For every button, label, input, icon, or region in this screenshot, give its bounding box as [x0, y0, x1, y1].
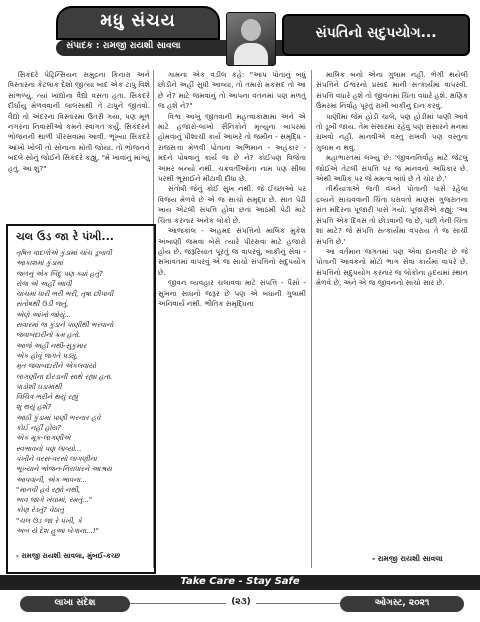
column-one — [8, 70, 150, 174]
author-photo-body — [234, 43, 268, 65]
footer-publication — [20, 596, 130, 612]
article-title: સંપતિનો સદુપયોગ... — [315, 25, 437, 41]
paragraph: પાણીમાં જેમ હોડી ચાલે, પણ હોડીમાં પાણી આવે તો ડૂબી જાય. તેમ સંસારમાં રહેવું પણ સંસારને મનમાં રાખવો નહીં. માનવીએ વસ્તુ રાખવી પણ વસ્તુના ગુલામ ન થવું. — [316, 111, 468, 152]
column-title: મધુ સંચય — [100, 11, 176, 31]
paragraph: આજકાલ - અહમદ સંપત્તિનો માલિક મુકેશ અંબાણી જમવા બેસે ત્યારે પીરસવા માટે હજારો હોય છે. જરૂરિયાત પૂરતું જ વાપરવું, બાકીનું સેવા - સખાવતમાં વાપરવું એ જ સાચો સંપત્તિનો સદુપયોગ છે. — [158, 226, 306, 277]
poem-line: શું થયું હશે? — [16, 403, 52, 412]
footer-rule — [130, 603, 226, 604]
poem-line: જળનું એક બિંદુ પણ ક્યાં હતું? — [16, 269, 103, 278]
paragraph: ગામના એક વડીલ કહે: "આપ પોતાનું બધું છોડીને અહીં સુધી આવ્યા, તો તમારો મકસદ તો આ છે ને? માટે જમવાનું તો આપના વતનમાં પણ મળતું જ હશે ને?" — [158, 70, 306, 111]
poem-line: કોઈ નહીં હોય? — [16, 424, 61, 433]
issue-date: ઓગસ્ટ, ૨૦૨૧ — [374, 598, 430, 608]
poem-line: આપવાની, એક ભાવના... — [16, 475, 88, 484]
column-two — [158, 70, 306, 309]
author-credit: - રામજી રાયશી સાવલા — [372, 554, 443, 563]
poem-line: એક મૂક-લાગણીએ — [16, 434, 71, 443]
take-care-banner — [0, 575, 480, 590]
paragraph: આ વર્તમાન જગતમાં પણ એવા દાનવીર છે જે પોતાની આવકનો મોટો ભાગ સેવા કાર્યમાં વાપરે છે. સંપત્તિનો સદુપયોગ કરનાર જ લોકોના હૃદયમાં સ્થાન મેળવે છે, અને એ જ જીવનનો સાચો સાર છે. — [316, 246, 468, 288]
page-number: (૨૩) — [231, 597, 251, 607]
author-photo — [226, 12, 276, 66]
paragraph: વિશ્વ આખું જીતવાની મહત્વાકાંક્ષામાં અને એ માટે હજારો-લાખો સૈનિકોને મૃત્યુના બાપરમાં હોમવાનું પીશાચી કાર્ય આખરે તો જમીન - સમૃદ્ધિ - રાજસત્તા મેળવી પોતાના અભિમાન - અહંકાર - મદને પોષવાનું કાર્ય જ છે ને? કોઈપણ વિજેતા અમર બન્યો નથી. ચક્રવર્તીઓના નામ પણ સીલા પરથી ભૂંસાઈને મીટાવી દીધા છે. — [158, 111, 306, 184]
poem-line: તૃષિત વાદળોએ કુંડામાં ચાંચ ડૂબાવી — [16, 249, 112, 257]
poem-line: ભાવ જાગે ખંઘામાં, રમતું..." — [16, 496, 93, 505]
poem-line: એક હોવું જગતે પડ્યું, — [16, 351, 78, 360]
poem-line: આકાશમાં કુંડામાં — [16, 259, 63, 268]
footer-rule — [256, 603, 340, 604]
poem-line: સંતોષથી ઉડી જતું, — [16, 300, 69, 309]
footer-date — [340, 596, 464, 612]
poem-line: આઠી કુંડામાં પાણી ભરનાર હવે — [16, 413, 101, 422]
poem-line: અબ યે દેશ હુઆ બેગાના...!" — [16, 527, 99, 536]
paragraph: જીવન વ્યવહાર ચલાવવા માટે સંપત્તિ - પૈસો - સુખના સાધનો જરૂર છે પણ એ બધાની ગુલામી અનિવાર્ય નથી. ભૌતિક સમૃદ્ધિના — [158, 278, 306, 308]
column-three — [316, 70, 468, 289]
poem-line: રોજ એ અહીં આવી — [16, 279, 72, 288]
poem-line: ભૂખ્યાને ભોજન-નિરાધારને આશ્રય — [16, 465, 112, 474]
poem-credit: - રામજી રાયશી સાવલા, મુંબઈ-કચ્છ — [16, 552, 121, 560]
author-photo-head — [241, 19, 261, 41]
poem-line: વિચિત્ર ભરીને થયું રહ્યું — [16, 393, 78, 402]
poem-lines — [16, 248, 148, 536]
poem-line: સવારમાં જ કુંડાને પાણીથી ભરવાનો — [16, 321, 114, 330]
column-divider — [311, 70, 312, 568]
poem-line: કોણ રેડતું? વેઠાતું — [16, 506, 64, 515]
editor-bar — [56, 40, 316, 56]
paragraph: સંતોષી જેનું કોઈ સુખ નથી. જે ઈચ્છાઓ પર વિજય મેળવે છે એ જ સાચો સમૃદ્ધ છે. સાત પેઢી ખાય એટલી સંપત્તિ હોવા છતાં આઠમી પેઢી માટે ચિંતા કરનાર અનેક લોકો છે. — [158, 184, 306, 225]
poem-line: મૃત જવાબદારીને એકલવાયો — [16, 362, 96, 371]
paragraph: માલિક બનો એના ગુલામ નહીં. ભેગી થયેલી સંપત્તિને ઈશ્વરનો પ્રસાદ માની સત્કાર્યમાં વાપરવી. સંપત્તિ વધારે હશે તો જીવનમાં ચિંતા વધારે હશે. ક્ષણિક ઉંમરમાં નિર્વાહ પૂરતું રાખી બાકીનું દાન કરવું. — [316, 70, 468, 111]
editor-credit: સંપાદક : રામજી રાયશી સાવલા — [66, 41, 181, 51]
article-header — [56, 6, 466, 62]
article-title-box — [282, 14, 470, 56]
poem-box — [6, 224, 156, 574]
poem-line: લાગણીના દોરડાની સાથે રહ્યા હતા. — [16, 372, 113, 381]
paragraph: મહાભારતમાં લખ્યું છે: 'જીવનનિર્વાહ માટે જેટલું જોઈએ તેટલી સંપત્તિ પર જ માનવનો અધિકાર છે. એથી અધિક પર જે મમત્વ બાંધે છે તે ચોર છે.' — [316, 153, 468, 184]
poem-line: એણે આંખો જોયું... — [16, 310, 72, 319]
poem-line: સ્વભાવનો પણ લાવ્યો... — [16, 444, 82, 453]
poem-line: જવાબદારીનો ક્રમ હતો. — [16, 331, 81, 340]
poem-line: "માનવી હવે રહ્યો નથી, — [16, 485, 81, 494]
poem-line: પાડોશી ઘડામાંથી — [16, 382, 62, 391]
publication-name: લાખા સંદેશ — [54, 598, 96, 608]
poem-line: "ચલ ઉડ જા રે પંખી, કે — [16, 516, 83, 525]
banner-text: Take Care - Stay Safe — [180, 576, 300, 587]
paragraph: તીર્થયાત્રાએ જતી વખતે પોતાની પાસે રહેલા દ્રવ્યને સાચવવાની ચિંતા ધરાવતો માણસ ગુજરાતના સંત મંદિરના પૂજારી પાસે ગયો. પૂજારીએ કહ્યું: 'આ સંપત્તિ એક દિવસ તો છોડવાની જ છે, પછી તેની ચિંતા શા માટે? જે સંપત્તિ સત્કાર્યમાં વપરાય તે જ સાચી સંપત્તિ છે.' — [316, 184, 468, 246]
column-title-box — [56, 6, 220, 40]
poem-line: પંખીને વરસ-વરસો લાગણીના — [16, 454, 97, 463]
poem-line: આજે અહીં નથી-સુકુમાર — [16, 341, 87, 350]
poem-title: ચલ ઉડ જા રે પંખી... — [16, 230, 114, 243]
poem-line: ચાંચમાં ધારી ભરી ભરી, તૃષા છીપાવી — [16, 290, 114, 299]
paragraph: સિકંદરે પેટ્રિન્સિયન સમુદ્રના કિનારા અને વિસ્તારના કેટલાક દેશો જીત્યા બાદ એક ટાપુ વિશે સાંભળ્યું. ત્યાં ખાદ્યોના વૈદ્યો વસતા હતા. સિકંદરે દીર્ઘાયુ મેળવવાની લાલસાથી તે ટાપુને જીતવો. વૈદ્યો તો અંદરના વિસ્તારમાં ઉતરી ગયા, પણ મૂળ નગરના નિવાસીઓ કમને સ્વાગત કર્યું. સિકંદરને ભોજનની થાળી પીરસવામાં આવી. ભૂખ્યા સિકંદરે આંખો ખોલી તો સોનાના મોતી જોયા. તો ભોજનને બદલે સોનું જોઈને સિકંદરે કહ્યું, "મેં ખાવાનું માંગ્યું હતું. આ શું?" — [8, 70, 150, 173]
